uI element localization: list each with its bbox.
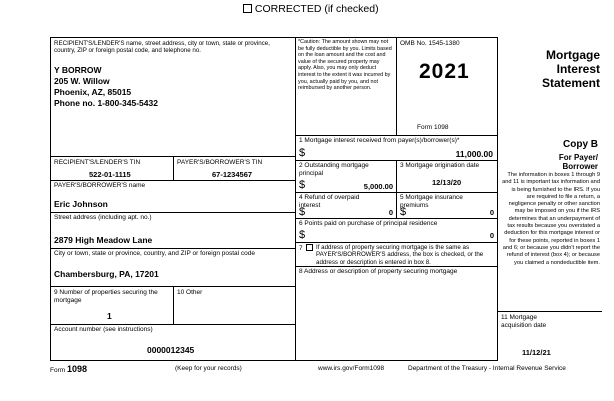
recipient-phone: Phone no. 1-800-345-5432 xyxy=(54,98,158,108)
footer-form-number: 1098 xyxy=(66,364,88,374)
payer-street-box xyxy=(51,213,296,249)
account-number-label: Account number (see instructions) xyxy=(54,326,153,333)
box-1-dollar: $ xyxy=(299,147,306,159)
box-4-value: 0 xyxy=(388,208,393,217)
box-7-number: 7 xyxy=(299,245,303,252)
box-6-dollar: $ xyxy=(299,229,306,241)
payer-city-box xyxy=(51,249,296,287)
box-1-value: 11,000.00 xyxy=(455,149,493,159)
box-3-value: 12/13/20 xyxy=(432,178,462,187)
copy-b-sub-2: Borrower xyxy=(562,162,598,171)
box-2-value: 5,000.00 xyxy=(363,182,393,191)
payer-city-label: City or town, state or province, country, and ZIP or foreign postal code xyxy=(54,250,255,257)
box-3-label: 3 Mortgage origination date xyxy=(400,162,480,169)
payer-city: Chambersburg, PA, 17201 xyxy=(54,269,159,279)
footer-dept: Department of the Treasury - Internal Revenue Service xyxy=(408,365,566,372)
recipient-city: Phoenix, AZ, 85015 xyxy=(54,87,132,97)
recipient-street: 205 W. Willow xyxy=(54,76,110,86)
box-6-label: 6 Points paid on purchase of principal residence xyxy=(299,220,438,227)
corrected-checkbox[interactable] xyxy=(243,4,252,13)
box-2-dollar: $ xyxy=(299,179,306,191)
box-4-refund-interest xyxy=(296,193,397,219)
recipient-tin-label: RECIPIENT'S/LENDER'S TIN xyxy=(54,159,141,166)
form-label: Form 1098 xyxy=(417,124,449,131)
payer-street-label: Street address (including apt. no.) xyxy=(54,214,152,221)
footer-keep: (Keep for your records) xyxy=(175,365,242,372)
box-4-dollar: $ xyxy=(299,206,306,218)
box-7-label: If address of property securing mortgage is the same as PAYER'S/BORROWER'S address, the box is checked, or the address or description is entered in box 8. xyxy=(316,244,484,266)
form-title xyxy=(500,48,600,90)
recipient-name: Y BORROW xyxy=(54,65,102,75)
tax-year xyxy=(419,60,470,84)
tax-year-value: 2021 xyxy=(419,60,470,83)
title-line-1: Mortgage xyxy=(546,48,600,62)
box-2-label: 2 Outstanding mortgage principal xyxy=(299,162,369,177)
corrected-label: CORRECTED (if checked) xyxy=(254,3,379,15)
omb-number: OMB No. 1545-1380 xyxy=(400,40,460,47)
box-11-value: 11/12/21 xyxy=(522,348,551,357)
box-11-acquisition-date xyxy=(498,312,602,361)
payer-name-box xyxy=(51,181,296,213)
payer-name: Eric Johnson xyxy=(54,199,108,209)
box-10-label: 10 Other xyxy=(177,289,203,296)
title-line-2: Interest xyxy=(556,62,600,76)
box-6-points-paid xyxy=(296,219,498,243)
box-9-label: 9 Number of properties securing the mortgage xyxy=(54,289,158,304)
box-5-label: 5 Mortgage insurance premiums xyxy=(400,194,463,209)
box-6-value: 0 xyxy=(489,231,494,240)
box-8-label: 8 Address or description of property securing mortgage xyxy=(299,268,458,275)
payer-street: 2879 High Meadow Lane xyxy=(54,235,153,245)
box-4-label: 4 Refund of overpaid interest xyxy=(299,194,360,209)
footer-url: www.irs.gov/Form1098 xyxy=(318,365,385,372)
box-5-dollar: $ xyxy=(400,206,407,218)
box-3-origination-date xyxy=(397,161,498,193)
caution-text: *Caution: The amount shown may not be fully deductible by you. Limits based on the loan amount and the cost and value of the secured property may apply. Also, you may only deduct interest to the extent it was incurred by you, actually paid by you, and not reimbursed by another person. xyxy=(298,39,392,92)
box-5-insurance-premiums xyxy=(397,193,498,219)
recipient-tin-display: 522-01-1115 xyxy=(89,170,131,179)
box-9-value: 1 xyxy=(107,311,112,321)
box-1-mortgage-interest xyxy=(296,136,498,161)
account-number-box xyxy=(51,325,296,361)
box-11-label: 11 Mortgage acquisition date xyxy=(501,314,547,329)
box-9-number-properties xyxy=(51,287,174,325)
box-1-label: 1 Mortgage interest received from payer(s)/borrower(s)* xyxy=(299,137,460,144)
caution-box xyxy=(296,38,397,136)
box-7-same-address xyxy=(296,243,498,267)
box-7-checkbox[interactable] xyxy=(306,244,313,251)
recipient-box xyxy=(51,38,296,157)
box-8-property-address xyxy=(296,267,498,361)
recipient-label: RECIPIENT'S/LENDER'S name, street address, city or town, state or province, country, ZIP or foreign postal code, and telephone no. xyxy=(54,40,270,54)
box-2-outstanding-principal xyxy=(296,161,397,193)
copy-b-title: Copy B xyxy=(563,139,598,150)
box-10-other xyxy=(174,287,296,325)
footer xyxy=(50,364,602,376)
account-number-value: 0000012345 xyxy=(147,345,195,355)
payer-tin-label: PAYER'S/BORROWER'S TIN xyxy=(177,159,263,166)
title-line-3: Statement xyxy=(541,76,600,90)
copy-b-panel xyxy=(498,136,602,312)
corrected-header xyxy=(243,3,403,17)
copy-b-sub-1: For Payer/ xyxy=(558,153,598,162)
box-5-value: 0 xyxy=(489,208,494,217)
omb-year-box xyxy=(397,38,498,136)
payer-tin-display: 67-1234567 xyxy=(212,170,253,179)
payer-name-label: PAYER'S/BORROWER'S name xyxy=(54,182,146,189)
copy-b-text: The information in boxes 1 through 9 and 11 is important tax information and is being furnished to the IRS. If you are required to file a return, a negligence penalty or other sanction may be imposed on you if the IRS determines that an underpayment of tax results because you overstated a deduction for this mortgage interest or for these points, reported in boxes 1 and 6; or because you didn't report the refund of interest (box 4); or because you claimed a nondeductible item. xyxy=(502,172,600,266)
footer-form-prefix: Form xyxy=(50,367,66,374)
